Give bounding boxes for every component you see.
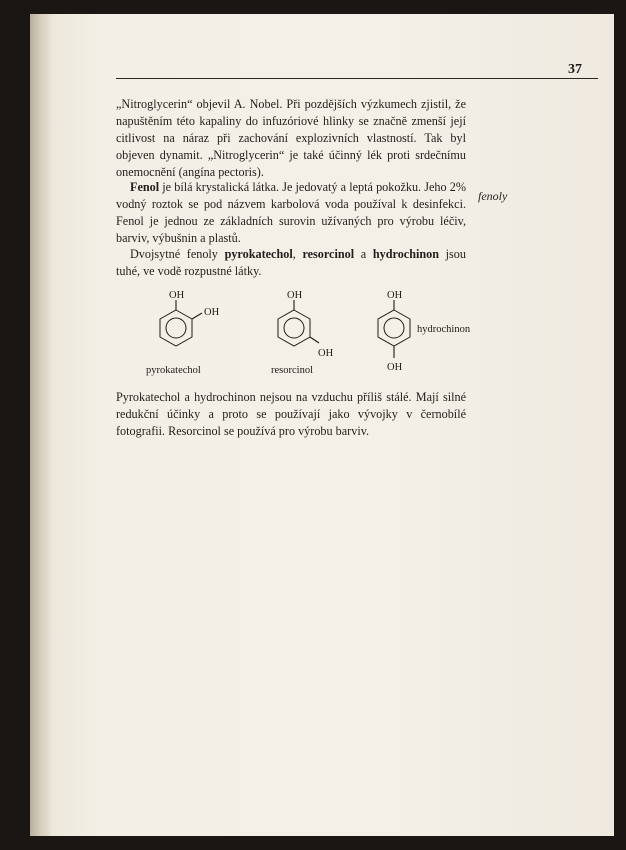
hydrochinon-ring bbox=[378, 310, 410, 346]
page-number: 37 bbox=[568, 62, 582, 77]
paragraph-nitroglycerin: „Nitroglycerin“ objevil A. Nobel. Při pozdějších výzkumech zjistil, že napuštěním této kapaliny do infuzóriové hlinky se značně zmenší její citlivost na náraz při zachování explozivních vlastností. Tak byl objeven dynamit. „Nitroglycerin“ je také účinný lék proti srdečnímu onemocnění (angína pectoris). bbox=[116, 97, 466, 179]
term-pyrokatechol: pyrokatechol bbox=[224, 247, 293, 261]
resorcinol-ring bbox=[278, 310, 310, 346]
label-pyrokatechol: pyrokatechol bbox=[146, 365, 201, 376]
resorcinol-oh-1: OH bbox=[287, 290, 303, 301]
structure-pyrokatechol bbox=[146, 290, 220, 376]
margin-note-fenoly: fenoly bbox=[478, 189, 508, 203]
hydrochinon-oh-2: OH bbox=[387, 362, 403, 373]
paragraph-pouziti: Pyrokatechol a hydrochinon nejsou na vzduchu příliš stálé. Mají silné redukční účinky a proto se používají jako vývojky v černobílé fotografii. Resorcinol se používá pro výrobu barviv. bbox=[116, 390, 466, 438]
paragraph-fenol-text: je bílá krystalická látka. Je jedovatý a leptá pokožku. Jeho 2% vodný roztok se pod názvem karbolová voda používal k desinfekci. Fenol je jednou ze základních surovin užívaných pro výrobu léčiv, barviv, výbušnin a plastů. bbox=[116, 180, 466, 245]
header-rule bbox=[116, 78, 598, 79]
structure-hydrochinon bbox=[378, 290, 471, 373]
p3-text-c: , bbox=[292, 247, 303, 261]
term-hydrochinon: hydrochinon bbox=[372, 247, 440, 261]
resorcinol-aromatic-circle bbox=[284, 318, 304, 338]
pyrokatechol-aromatic-circle bbox=[166, 318, 186, 338]
resorcinol-bond-2 bbox=[310, 337, 319, 343]
chemical-structures bbox=[116, 282, 496, 387]
hydrochinon-aromatic-circle bbox=[384, 318, 404, 338]
paragraph-dvojsytne-fenoly bbox=[116, 246, 466, 280]
book-page bbox=[30, 14, 614, 836]
page-edge-shadow bbox=[30, 14, 52, 836]
p3-text-a: Dvojsytné fenoly bbox=[130, 247, 225, 261]
p3-text-d: a bbox=[354, 247, 373, 261]
p3-text-e: jsou tuhé, ve vodě rozpustné látky. bbox=[116, 247, 466, 278]
paragraph-fenol bbox=[116, 179, 466, 247]
resorcinol-oh-2: OH bbox=[318, 348, 334, 359]
pyrokatechol-oh-1: OH bbox=[169, 290, 185, 301]
structure-resorcinol bbox=[271, 290, 334, 376]
pyrokatechol-ring bbox=[160, 310, 192, 346]
term-resorcinol: resorcinol bbox=[302, 247, 355, 261]
label-resorcinol: resorcinol bbox=[271, 365, 313, 376]
hydrochinon-oh-1: OH bbox=[387, 290, 403, 301]
label-hydrochinon: hydrochinon bbox=[417, 324, 471, 335]
term-fenol: Fenol bbox=[130, 180, 160, 194]
pyrokatechol-oh-2: OH bbox=[204, 307, 220, 318]
pyrokatechol-bond-2 bbox=[192, 313, 202, 319]
